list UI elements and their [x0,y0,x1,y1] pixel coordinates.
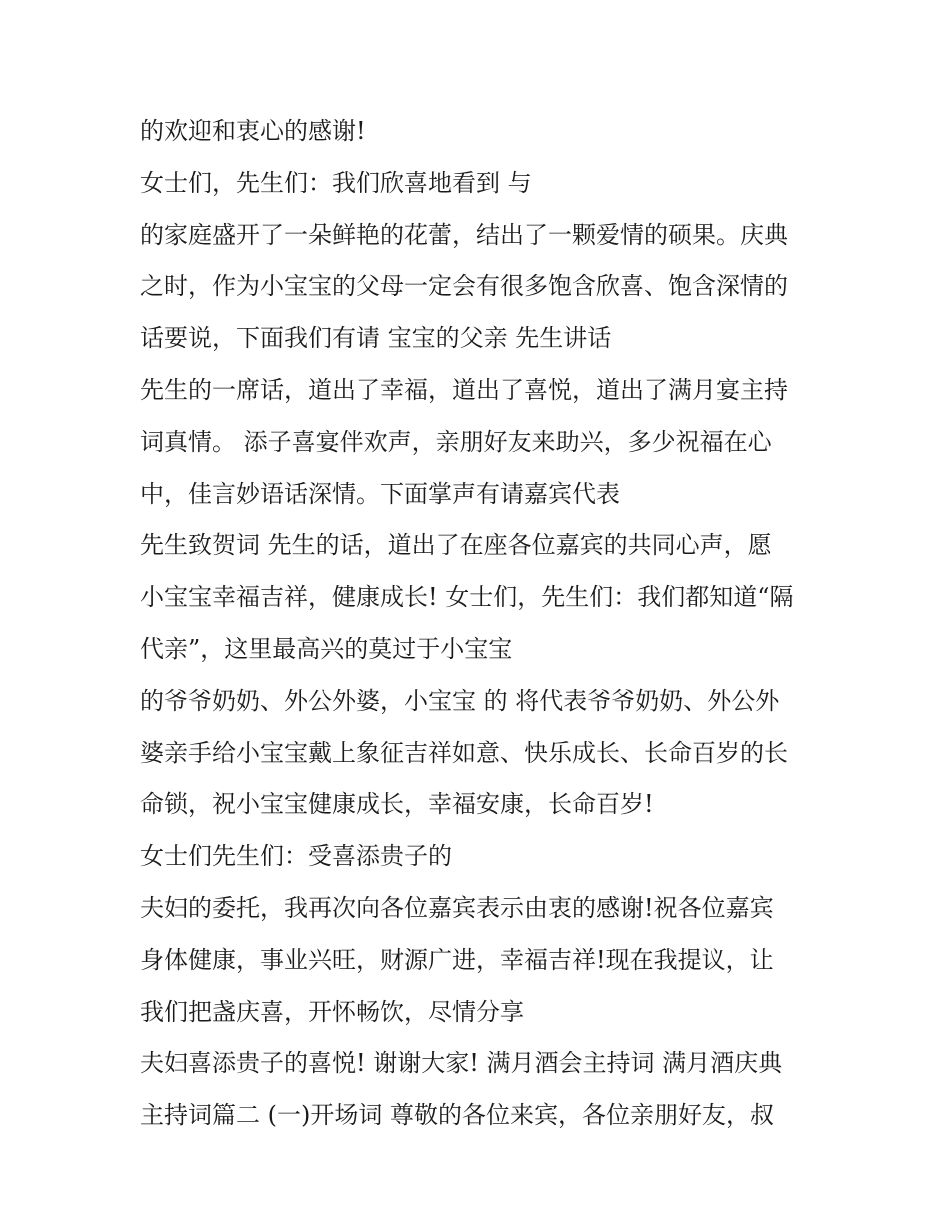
document-body [140,106,830,1142]
text-line: 的欢迎和衷心的感谢! [140,117,366,145]
text-line: 身体健康，事业兴旺，财源广进，幸福吉祥!现在我提议，让 [140,945,774,974]
text-line: 夫妇的委托，我再次向各位嘉宾表示由衷的感谢!祝各位嘉宾 [140,893,774,922]
text-line: 先生致贺词 先生的话，道出了在座各位嘉宾的共同心声，愿 [140,531,772,560]
text-line: 话要说，下面我们有请 宝宝的父亲 先生讲话 [140,324,612,353]
text-line: 女士们先生们：受喜添贵子的 [140,842,452,871]
text-line: 小宝宝幸福吉祥，健康成长! 女士们，先生们：我们都知道“隔 [140,583,794,612]
text-line: 女士们，先生们：我们欣喜地看到 与 [140,168,532,197]
text-line: 主持词篇二 (一)开场词 尊敬的各位来宾，各位亲朋好友，叔 [140,1101,774,1130]
text-line: 我们把盏庆喜，开怀畅饮，尽情分享 [140,997,524,1026]
text-line: 的爷爷奶奶、外公外婆，小宝宝 的 将代表爷爷奶奶、外公外 [140,686,780,715]
text-line: 代亲”，这里最高兴的莫过于小宝宝 [140,634,513,663]
text-line: 婆亲手给小宝宝戴上象征吉祥如意、快乐成长、长命百岁的长 [140,738,788,767]
text-line: 之时，作为小宝宝的父母一定会有很多饱含欣喜、饱含深情的 [140,272,788,301]
text-line: 夫妇喜添贵子的喜悦! 谢谢大家! 满月酒会主持词 满月酒庆典 [140,1049,783,1078]
text-line: 命锁，祝小宝宝健康成长，幸福安康，长命百岁! [140,790,654,819]
text-line: 的家庭盛开了一朵鲜艳的花蕾，结出了一颗爱情的硕果。庆典 [140,220,788,249]
text-line: 词真情。 添子喜宴伴欢声，亲朋好友来助兴，多少祝福在心 [140,427,772,456]
text-line: 先生的一席话，道出了幸福，道出了喜悦，道出了满月宴主持 [140,375,788,404]
text-line: 中，佳言妙语话深情。下面掌声有请嘉宾代表 [140,479,620,508]
